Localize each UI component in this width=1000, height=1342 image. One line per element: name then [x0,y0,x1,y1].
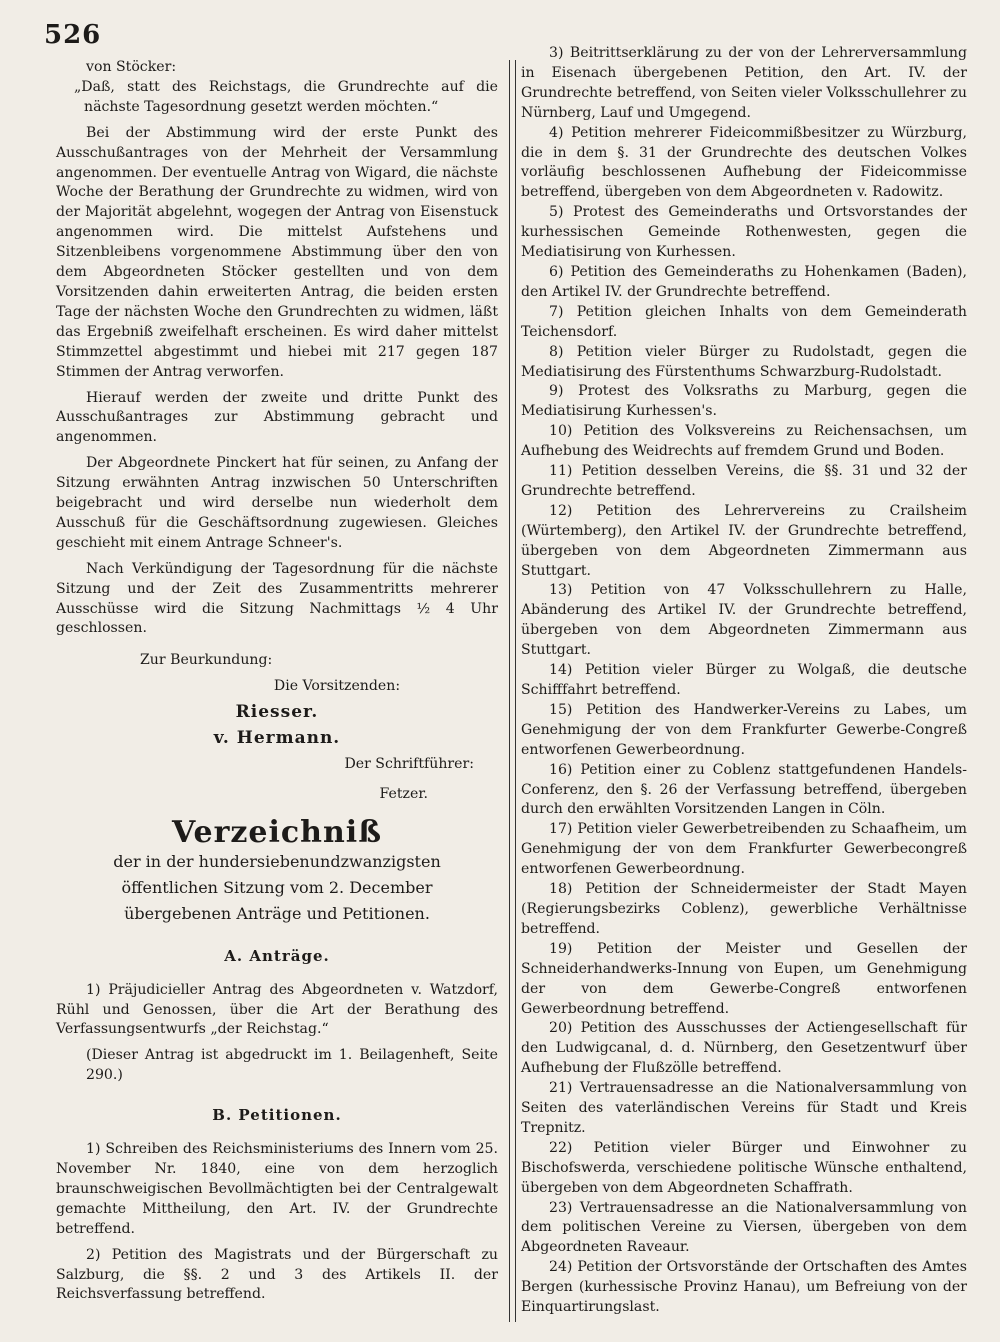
petition-item: 6) Petition des Gemeinderaths zu Hohenkamen (Baden), den Artikel IV. der Grundrechte betreffend. [521,263,967,300]
petition-item: 2) Petition des Magistrats und der Bürgerschaft zu Salzburg, die §§. 2 und 3 des Artikels II. der Reichsverfassung betreffend. [56,1246,498,1303]
petition-item: 16) Petition einer zu Coblenz stattgefundenen Handels-Conferenz, den §. 26 der Verfassung betreffend, übergeben durch den erwählten Vorsitzenden Langen in Cöln. [521,761,967,818]
petition-item: 1) Schreiben des Reichsministeriums des Innern vom 25. November Nr. 1840, eine von dem herzoglich braunschweigischen Bevollmächtigten bei der Centralgewalt gemachte Mittheilung, den Art. IV. der Grundrechte betreffend. [56,1141,498,1237]
secretary-name: Fetzer. [379,785,428,802]
petition-item: 22) Petition vieler Bürger und Einwohner zu Bischofswerda, verschiedene politische Wünsche enthaltend, übergeben von dem Abgeordneten Schaffrath. [521,1139,967,1196]
antrag-item: 1) Präjudicieller Antrag des Abgeordneten v. Watzdorf, Rühl und Genossen, über die Art der Berathung des Verfassungsentwurfs „der Reichstag.“ [56,981,498,1038]
petition-item: 11) Petition desselben Vereins, die §§. 31 und 32 der Grundrechte betreffend. [521,463,967,499]
signature-heading: Zur Beurkundung: [140,652,273,669]
petition-item: 19) Petition der Meister und Gesellen der Schneiderhandwerks-Innung von Eupen, um Genehmigung der von dem Gewerbe-Congreß entworfenen Gewerbeordnung betreffend. [521,940,967,1017]
petition-item: 24) Petition der Ortsvorstände der Ortschaften des Amtes Bergen (kurhessische Provinz Hanau), um Befreiung von der Einquartirungslast. [521,1259,967,1316]
petition-item: 14) Petition vieler Bürger zu Wolgaß, die deutsche Schifffahrt betreffend. [521,662,967,698]
section-petitionen-heading: B. Petitionen. [212,1106,342,1125]
left-column [56,58,498,1305]
petition-item: 5) Protest des Gemeinderaths und Ortsvorstandes der kurhessischen Gemeinde Rothenwesten, gegen die Mediatisirung von Kurhessen. [521,204,967,261]
antrag-note: (Dieser Antrag ist abgedruckt im 1. Beilagenheft, Seite 290.) [86,1047,498,1084]
petition-item: 18) Petition der Schneidermeister der Stadt Mayen (Regierungsbezirks Coblenz), gewerbliche Verhältnisse betreffend. [521,881,967,937]
chairs-label: Die Vorsitzenden: [273,678,401,695]
register-title: Verzeichniß [171,814,382,850]
petition-item: 20) Petition des Ausschusses der Actiengesellschaft für den Ludwigcanal, d. d. Nürnberg, den Gesetzentwurf über Aufhebung der Flußzölle betreffend. [521,1020,967,1077]
petition-item: 9) Protest des Volksraths zu Marburg, gegen die Mediatisirung Kurhessen's. [521,383,967,420]
chair-riesser: Riesser. [235,702,319,723]
petition-item: 8) Petition vieler Bürger zu Rudolstadt, gegen die Mediatisirung des Fürstenthums Schwarzburg-Rudolstadt. [521,343,967,380]
petition-item: 4) Petition mehrerer Fideicommißbesitzer zu Würzburg, die in dem §. 31 der Grundrechte des deutschen Volkes vorläufig beschlossenen Aufhebung der Fideicommisse betreffend, übergeben von dem Abgeordneten v. Radowitz. [521,124,967,201]
right-column [521,44,967,1318]
paragraph-adoption: Hierauf werden der zweite und dritte Punkt des Ausschußantrages zur Abstimmung gebracht und angenommen. [56,389,498,446]
petition-item: 3) Beitrittserklärung zu der von der Lehrerversammlung in Eisenach übergebenen Petition, den Art. IV. der Grundrechte betreffend, von Seiten vieler Volksschullehrer zu Nürnberg, Lauf und Umgegend. [521,45,967,121]
petition-item: 15) Petition des Handwerker-Vereins zu Labes, um Genehmigung der von dem Frankfurter Gewerbe-Congreß entworfenen Gewerbeordnung. [521,701,967,758]
petition-item: 7) Petition gleichen Inhalts von dem Gemeinderath Teichensdorf. [521,303,967,340]
quote-intro: von Stöcker: [86,59,177,75]
quoted-motion: „Daß, statt des Reichstags, die Grundrechte auf die nächste Tagesordnung gesetzt werden möchten.“ [74,78,498,115]
petition-item: 13) Petition von 47 Volksschullehrern zu Halle, Abänderung des Artikel IV. der Grundrechte betreffend, übergeben von dem Abgeordneten Zimmermann aus Stuttgart. [521,582,967,659]
paragraph-closing: Nach Verkündigung der Tagesordnung für die nächste Sitzung und der Zeit des Zusammentritts mehrerer Ausschüsse wird die Sitzung Nachmittags ½ 4 Uhr geschlossen. [56,560,498,637]
petition-item: 21) Vertrauensadresse an die Nationalversammlung von Seiten des vaterländischen Vereins für Stadt und Kreis Trepnitz. [521,1080,967,1136]
petition-item: 23) Vertrauensadresse an die Nationalversammlung von dem politischen Vereine zu Viersen, übergeben von dem Abgeordneten Raveaur. [521,1199,967,1256]
petition-item: 12) Petition des Lehrervereins zu Crailsheim (Würtemberg), den Artikel IV. der Grundrechte betreffend, übergeben von dem Abgeordneten Zimmermann aus Stuttgart. [521,502,967,579]
page-number: 526 [44,20,102,50]
paragraph-pinckert: Der Abgeordnete Pinckert hat für seinen, zu Anfang der Sitzung erwähnten Antrag inzwischen 50 Unterschriften beigebracht und wird derselbe nun wiederholt dem Ausschuß für die Geschäftsordnung zugewiesen. Gleiches geschieht mit einem Antrage Schneer's. [56,455,498,551]
chair-hermann: v. Hermann. [213,728,341,749]
petition-item: 17) Petition vieler Gewerbetreibenden zu Schaafheim, um Genehmigung der von dem Frankfurter Gewerbecongreß entworfenen Gewerbeordnung. [521,821,967,878]
register-subtitle: der in der hundersiebenundzwanzigsten öffentlichen Sitzung vom 2. December übergebenen Anträge und Petitionen. [113,851,441,923]
column-divider [509,60,516,1322]
petition-item: 10) Petition des Volksvereins zu Reichensachsen, um Aufhebung des Weidrechts auf fremdem Grund und Boden. [521,423,967,460]
paragraph-vote: Bei der Abstimmung wird der erste Punkt des Ausschußantrages von der Mehrheit der Versammlung angenommen. Der eventuelle Antrag von Wigard, die nächste Woche der Berathung der Grundrechte zu widmen, wird von der Majorität abgelehnt, wogegen der Antrag von Eisenstuck angenommen wird. Die mittelst Aufstehens und Sitzenbleibens vorgenommene Abstimmung über den von dem Abgeordneten Stöcker gestellten und von dem Vorsitzenden dahin erweiterten Antrag, die beiden ersten Tage der nächsten Woche den Grundrechten zu widmen, läßt das Ergebniß zweifelhaft erscheinen. Es wird daher mittelst Stimmzettel abgestimmt und hiebei mit 217 gegen 187 Stimmen der Antrag verworfen. [56,124,498,380]
secretary-label: Der Schriftführer: [344,756,474,772]
section-antraege-heading: A. Anträge. [224,946,330,965]
